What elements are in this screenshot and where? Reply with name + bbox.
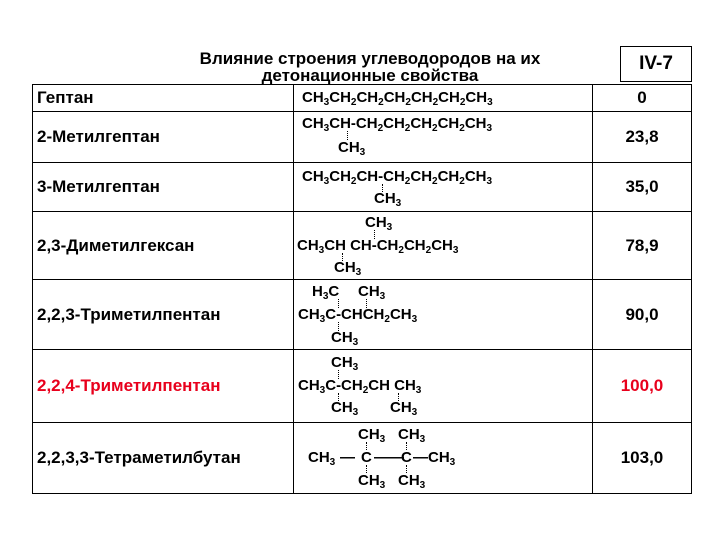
formula-main: $CH_3CH_2CH_2CH_2CH_2CH_2CH_3$	[302, 89, 493, 108]
formula-group: $CH_3$	[428, 449, 456, 468]
formula-main: $CH_3CH$ $CH-CH_2CH_2CH_3$	[297, 237, 459, 256]
formula-branch: $CH_3$	[398, 472, 426, 491]
table-row	[33, 112, 692, 163]
structural-formula	[294, 350, 593, 423]
compound-name: 2,2,3-Триметилпентан	[33, 280, 294, 350]
structural-formula	[294, 280, 593, 350]
compound-name: Гептан	[33, 85, 294, 112]
formula-main: $CH_3CH_2CH-CH_2CH_2CH_2CH_3$	[302, 168, 493, 187]
table-row	[33, 212, 692, 280]
octane-number: 78,9	[593, 212, 692, 280]
bond-dash: —	[413, 449, 428, 466]
compound-name: 3-Метилгептан	[33, 163, 294, 212]
octane-table	[32, 84, 692, 494]
octane-number: 0	[593, 85, 692, 112]
formula-branch: $CH_3$	[374, 190, 402, 209]
formula-main: $CH_3C-CHCH_2CH_3$	[298, 306, 418, 325]
formula-branch: $CH_3$	[334, 259, 362, 278]
slide-code-badge: IV-7	[620, 46, 692, 82]
compound-name: 2,2,3,3-Тетраметилбутан	[33, 423, 294, 494]
table-row	[33, 350, 692, 423]
table-row	[33, 423, 692, 494]
octane-number: 35,0	[593, 163, 692, 212]
formula-branch: $CH_3$	[358, 472, 386, 491]
formula-branch: $CH_3$	[338, 139, 366, 158]
structural-formula	[294, 212, 593, 280]
octane-number: 90,0	[593, 280, 692, 350]
structural-formula	[294, 85, 593, 112]
formula-branch: $CH_3$	[365, 214, 393, 233]
formula-branch: $CH_3$	[331, 399, 359, 418]
table-row	[33, 280, 692, 350]
title-line-1: Влияние строения углеводородов на их	[199, 49, 541, 68]
page-title	[160, 50, 580, 84]
compound-name: 2,3-Диметилгексан	[33, 212, 294, 280]
bond-dash: —	[340, 449, 355, 466]
formula-branch: $CH_3$	[331, 354, 359, 373]
formula-branch: $CH_3$	[398, 426, 426, 445]
table-row	[33, 85, 692, 112]
formula-group: $CH_3$	[308, 449, 336, 468]
structural-formula	[294, 112, 593, 163]
formula-branch: $CH_3$	[358, 426, 386, 445]
table-row	[33, 163, 692, 212]
octane-number: 103,0	[593, 423, 692, 494]
octane-number: 23,8	[593, 112, 692, 163]
title-line-2: детонационные свойства	[261, 66, 479, 85]
formula-branch: $CH_3$	[358, 283, 386, 302]
compound-name: 2-Метилгептан	[33, 112, 294, 163]
formula-main: $CH_3CH-CH_2CH_2CH_2CH_2CH_3$	[302, 115, 493, 134]
compound-name: 2,2,4-Триметилпентан	[33, 350, 294, 423]
structural-formula	[294, 423, 593, 494]
octane-number: 100,0	[593, 350, 692, 423]
formula-carbon: C	[401, 449, 412, 466]
formula-main: $CH_3C-CH_2CH$ $CH_3$	[298, 377, 422, 396]
formula-branch: $CH_3$	[331, 329, 359, 348]
formula-branch: $CH_3$	[390, 399, 418, 418]
formula-carbon: C	[361, 449, 372, 466]
structural-formula	[294, 163, 593, 212]
formula-branch: $H_3C$	[312, 283, 340, 302]
bond-dash: ——	[374, 449, 404, 466]
